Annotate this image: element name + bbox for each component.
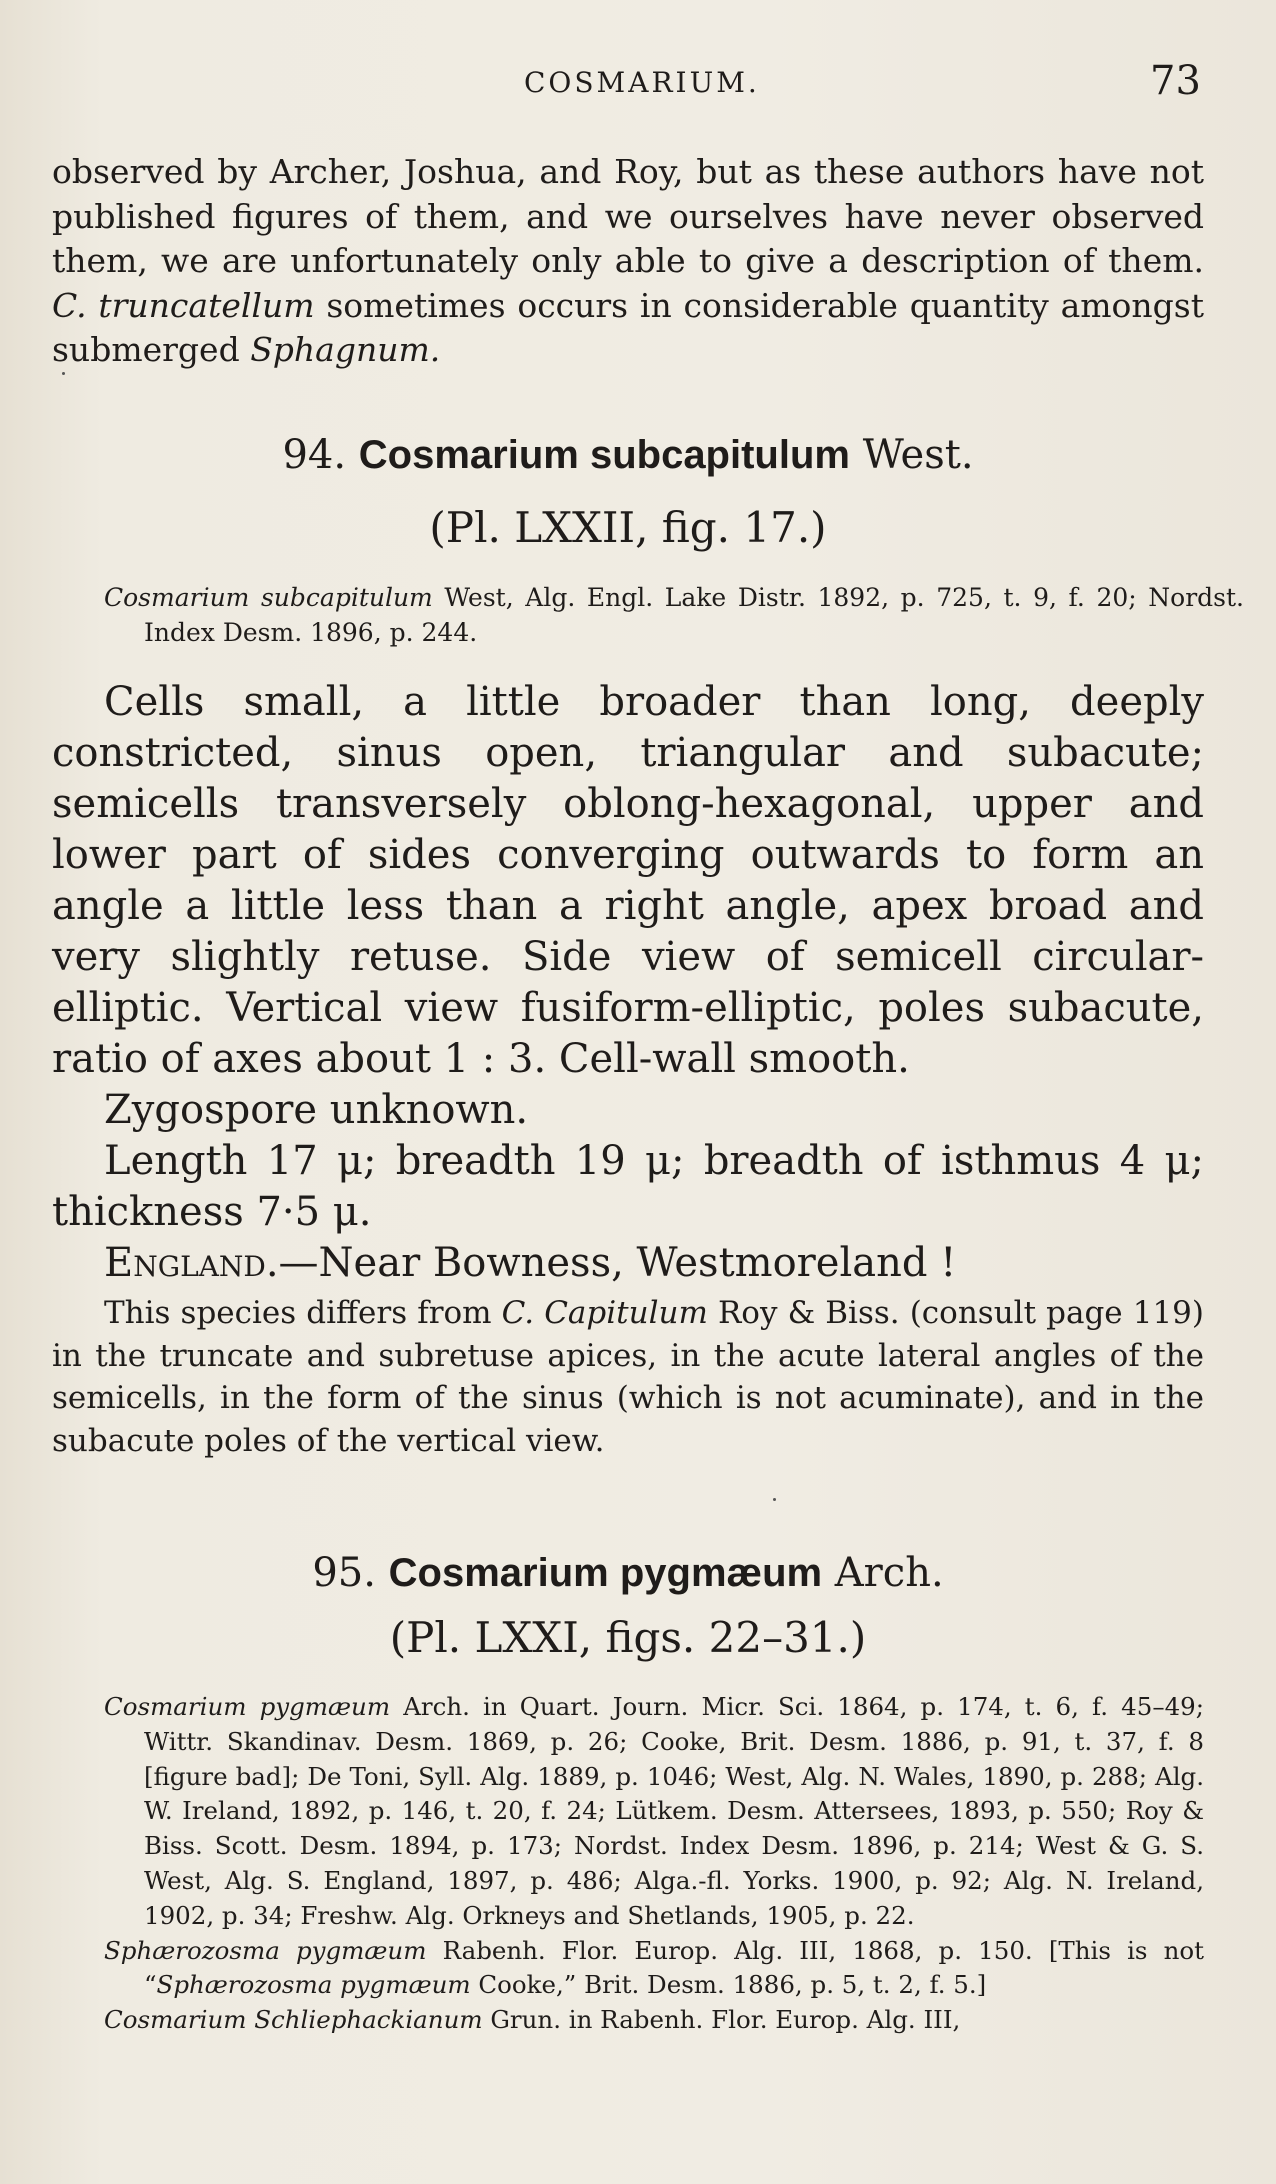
- species-94-syn-name: Cosmarium subcapitulum: [104, 583, 433, 612]
- species-95-author: Arch.: [834, 1550, 944, 1596]
- running-head: [0, 58, 1276, 104]
- species-95-synonymy: [104, 1690, 1204, 2038]
- species-94-name: Cosmarium subcapitulum: [358, 433, 850, 477]
- species-94-heading: [52, 430, 1204, 480]
- synonym-entry: [104, 1934, 1204, 2004]
- print-speck: [773, 1498, 776, 1501]
- species-94-zygospore: Zygospore unknown.: [104, 1087, 529, 1133]
- species-94-synonymy: [104, 580, 1244, 650]
- species-95-number: 95.: [312, 1550, 376, 1596]
- running-head-title: COSMARIUM.: [524, 66, 760, 99]
- species-94-body: [52, 677, 1204, 1289]
- synonym-name: Cosmarium pygmæum: [104, 1692, 391, 1721]
- print-speck: [62, 372, 65, 375]
- synonym-name: Cosmarium Schliephackianum: [104, 2005, 483, 2035]
- species-94-note: [52, 1292, 1204, 1462]
- species-95-name: Cosmarium pygmæum: [388, 1551, 823, 1595]
- synonym-text: Arch. in Quart. Journ. Micr. Sci. 1864, p. 174, t. 6, f. 45–49; Wittr. Skandinav. Desm. 1869, p. 26; Cooke, Brit. Desm. 1886, p. 91, t. 37, f. 8 [figure bad]; De Toni, Syll. Alg. 1889, p. 1046; West, Alg. N. Wales, 1890, p. 288; Alg. W. Ireland, 1892, p. 146, t. 20, f. 24; Lütkem. Desm. Attersees, 1893, p. 550; Roy & Biss. Scott. Desm. 1894, p. 173; Nordst. Index Desm. 1896, p. 214; West & G. S. West, Alg. S. England, 1897, p. 486; Alga.-fl. Yorks. 1900, p. 92; Alg. N. Ireland, 1902, p. 34; Freshw. Alg. Orkneys and Shetlands, 1905, p. 22.: [144, 1692, 1204, 1930]
- species-94-number: 94.: [282, 432, 347, 478]
- intro-paragraph: [52, 150, 1204, 373]
- species-95-heading: [52, 1548, 1204, 1598]
- species-94-dimensions: Length 17 μ; breadth 19 μ; breadth of isthmus 4 μ; thickness 7·5 μ.: [52, 1138, 1204, 1235]
- synonym-name: Sphærozosma pygmæum: [104, 1935, 427, 1965]
- note-text-1: This species differs from: [104, 1295, 502, 1331]
- species-94-locality: [52, 1238, 1204, 1289]
- species-95-plate: (Pl. LXXI, figs. 22–31.): [389, 1613, 867, 1662]
- page-number: 73: [1150, 58, 1201, 104]
- intro-genus-ref: Sphagnum.: [250, 330, 441, 369]
- locality-country: England.: [104, 1240, 279, 1286]
- species-94-syn-text: West, Alg. Engl. Lake Distr. 1892, p. 725, t. 9, f. 20; Nordst. Index Desm. 1896, p. 244.: [144, 583, 1244, 647]
- species-94-description: Cells small, a little broader than long, deeply constricted, sinus open, triangular and subacute; semicells transversely oblong-hexagonal, upper and lower part of sides converging outwards to form an angle a little less than a right angle, apex broad and very slightly retuse. Side view of semicell circular-elliptic. Vertical view fusiform-elliptic, poles subacute, ratio of axes about 1 : 3. Cell-wall smooth.: [52, 679, 1204, 1082]
- synonym-entry: [104, 2003, 1204, 2038]
- synonym-entry: [104, 1690, 1204, 1934]
- intro-species-ref: C. truncatellum: [52, 285, 315, 325]
- synonym-ref: Sphærozosma pygmæum: [156, 1970, 471, 2000]
- synonym-text: Grun. in Rabenh. Flor. Europ. Alg. III,: [482, 2005, 961, 2035]
- synonym-text: Rabenh. Flor. Europ. Alg. III, 1868, p. 150. [This is not “: [144, 1935, 1205, 2000]
- intro-text-2: sometimes occurs in considerable quantity amongst submerged: [52, 285, 1204, 369]
- note-species-ref: C. Capitulum: [501, 1295, 708, 1331]
- intro-text: observed by Archer, Joshua, and Roy, but as these authors have not published figures of them, and we ourselves have never observed them, we are unfortunately only able to give a description of them.: [52, 152, 1204, 280]
- note-text-2: Roy & Biss. (consult page 119) in the truncate and subretuse apices, in the acute lateral angles of the semicells, in the form of the sinus (which is not acuminate), and in the subacute poles of the vertical view.: [52, 1295, 1204, 1459]
- synonym-tail: Cooke,” Brit. Desm. 1886, p. 5, t. 2, f. 5.]: [470, 1970, 987, 2000]
- species-94-plate: (Pl. LXXII, fig. 17.): [429, 503, 827, 552]
- locality-text: —Near Bowness, Westmoreland !: [278, 1240, 957, 1286]
- species-94-author: West.: [862, 432, 974, 478]
